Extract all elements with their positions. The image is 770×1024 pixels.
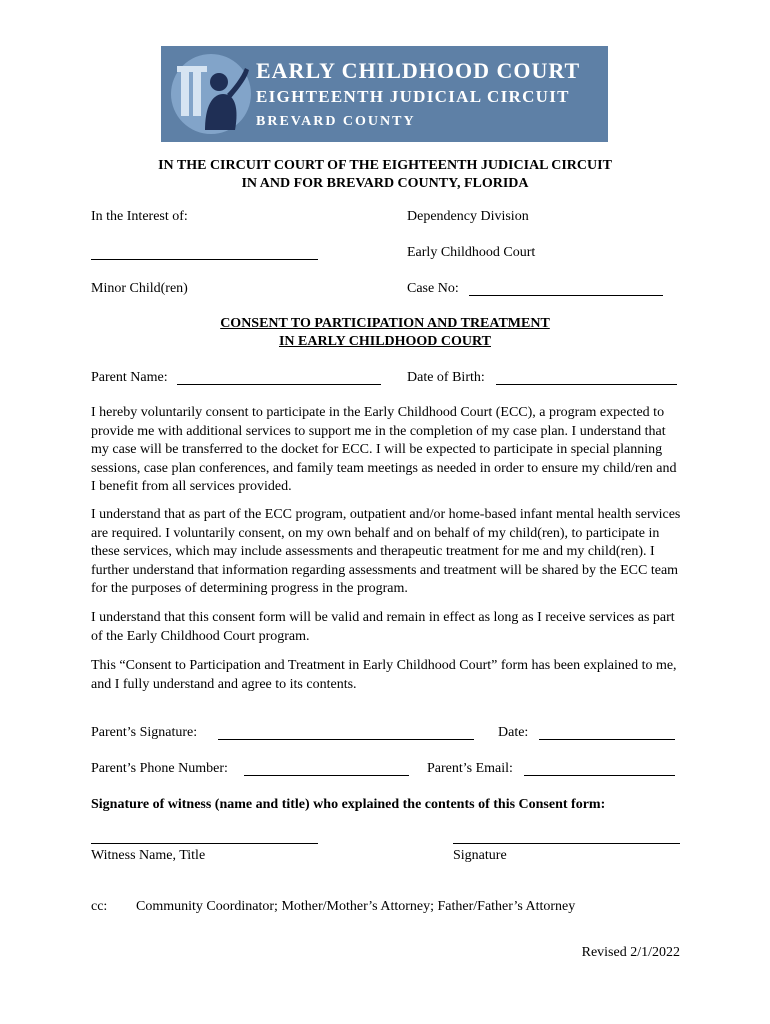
consent-paragraph-2: I understand that as part of the ECC program, outpatient and/or home-based infant mental health services are required. I voluntarily consent, on my own behalf and on behalf of my child(ren), to participate in these services, which may include assessments and therapeutic treatment for me and my child(ren). I further understand that information regarding assessments and treatment will be shared by the ECC team for the purposes of determining progress in the program. — [91, 507, 681, 596]
family-seal-icon — [169, 52, 253, 136]
form-title-line1: CONSENT TO PARTICIPATION AND TREATMENT — [220, 316, 550, 331]
cc-label: cc: — [91, 899, 108, 914]
interest-of-label: In the Interest of: — [91, 209, 188, 224]
witness-signature-label: Signature — [453, 848, 507, 863]
parent-name-label: Parent Name: — [91, 370, 168, 385]
parent-name-line[interactable] — [177, 384, 381, 385]
witness-heading: Signature of witness (name and title) who explained the contents of this Consent form: — [91, 797, 606, 812]
case-number-line[interactable] — [469, 295, 663, 296]
consent-paragraph-1: I hereby voluntarily consent to participate in the Early Childhood Court (ECC), a program expected to provide me with additional services to support me in the completion of my case plan. I understand that my case will be transferred to the docket for ECC. I will be expected to participate in special planning sessions, case plan conferences, and family team meetings as needed in order to ensure my child/ren and I benefit from all services provided. — [91, 405, 677, 494]
phone-line[interactable] — [244, 775, 409, 776]
header-banner — [161, 46, 608, 142]
court-label: Early Childhood Court — [407, 245, 536, 260]
witness-name-label: Witness Name, Title — [91, 848, 206, 863]
case-number-label: Case No: — [407, 281, 459, 296]
date-line[interactable] — [539, 739, 675, 740]
dob-label: Date of Birth: — [407, 370, 485, 385]
banner-county: BREVARD COUNTY — [256, 114, 416, 129]
dob-line[interactable] — [496, 384, 677, 385]
email-label: Parent’s Email: — [427, 761, 513, 776]
parent-signature-line[interactable] — [218, 739, 474, 740]
consent-paragraph-3: I understand that this consent form will be valid and remain in effect as long as I receive services as part of the Early Childhood Court program. — [91, 610, 675, 644]
cc-recipients: Community Coordinator; Mother/Mother’s Attorney; Father/Father’s Attorney — [136, 899, 576, 914]
court-heading-line2: IN AND FOR BREVARD COUNTY, FLORIDA — [241, 176, 529, 191]
form-title-line2: IN EARLY CHILDHOOD COURT — [278, 334, 491, 349]
revised-date: Revised 2/1/2022 — [581, 945, 680, 960]
consent-paragraph-4: This “Consent to Participation and Treatment in Early Childhood Court” form has been explained to me, and I fully understand and agree to its contents. — [91, 658, 677, 692]
division-label: Dependency Division — [407, 209, 529, 224]
banner-subtitle: EIGHTEENTH JUDICIAL CIRCUIT — [256, 87, 570, 106]
phone-label: Parent’s Phone Number: — [91, 761, 228, 776]
email-line[interactable] — [524, 775, 675, 776]
witness-name-line[interactable] — [91, 843, 318, 844]
date-label: Date: — [498, 725, 529, 740]
minor-children-label: Minor Child(ren) — [91, 281, 188, 296]
parent-signature-label: Parent’s Signature: — [91, 725, 198, 740]
banner-title: EARLY CHILDHOOD COURT — [256, 58, 581, 83]
child-name-line[interactable] — [91, 259, 318, 260]
court-heading-line1: IN THE CIRCUIT COURT OF THE EIGHTEENTH JUDICIAL CIRCUIT — [158, 158, 612, 173]
witness-signature-line[interactable] — [453, 843, 680, 844]
